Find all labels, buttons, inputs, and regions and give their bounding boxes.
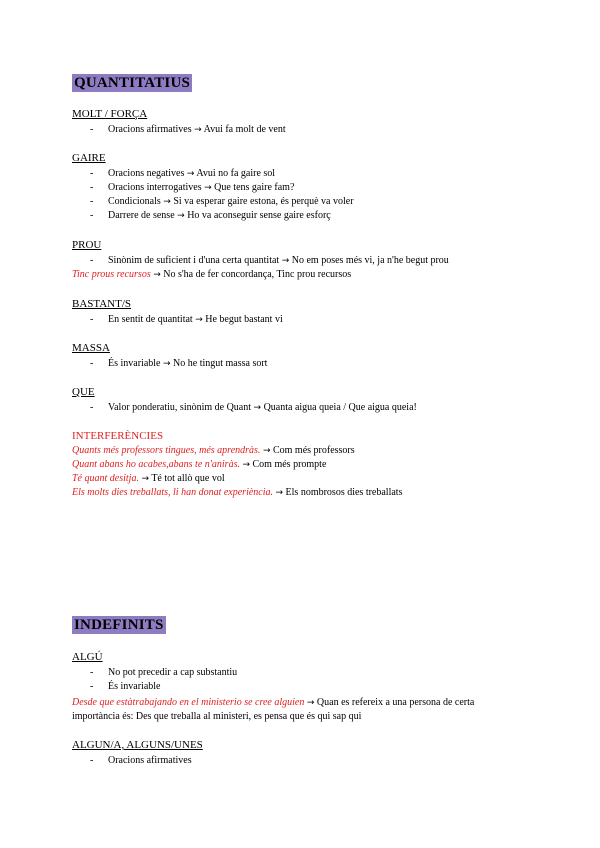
note-line: Tinc prous recursos → No s'ha de fer concordança, Tinc prou recursos	[72, 269, 352, 280]
note-line-continued: importància és: Des que treballa al ministeri, es pensa que és qui sap qui	[72, 711, 362, 722]
arrow-icon: →	[186, 169, 195, 179]
interference-line: Els molts dies treballats, li han donat experiència. → Els nombrosos dies treballats	[72, 487, 403, 498]
arrow-icon: →	[162, 359, 171, 369]
section-title-indefinits: INDEFINITS	[74, 617, 164, 633]
list-item: - Sinònim de suficient i d'una certa quantitat → No em poses més vi, ja n'he begut prou	[90, 255, 449, 266]
heading-interferencies: INTERFERÈNCIES	[72, 430, 164, 442]
arrow-icon: →	[177, 211, 185, 221]
list-item: - Oracions negatives → Avui no fa gaire sol	[90, 168, 276, 179]
arrow-icon: →	[306, 698, 315, 708]
arrow-icon: →	[242, 460, 251, 470]
arrow-icon: →	[275, 488, 284, 498]
arrow-icon: →	[204, 183, 212, 193]
list-item: - Oracions interrogatives → Que tens gaire fam?	[90, 182, 295, 193]
arrow-icon: →	[262, 446, 271, 456]
arrow-icon: →	[253, 403, 262, 413]
arrow-icon: →	[195, 315, 203, 325]
heading-gaire: GAIRE	[72, 152, 106, 164]
heading-molt: MOLT / FORÇA	[72, 108, 148, 120]
heading-algu: ALGÚ	[72, 651, 103, 663]
list-item: - Oracions afirmatives → Avui fa molt de vent	[90, 124, 286, 135]
section-title-quantitatius: QUANTITATIUS	[74, 75, 191, 91]
interference-line: Té quant desitja. → Té tot allò que vol	[72, 473, 225, 484]
arrow-icon: →	[163, 197, 171, 207]
list-item: - En sentit de quantitat → He begut bastant vi	[90, 314, 283, 325]
arrow-icon: →	[141, 474, 149, 484]
list-item: - Darrere de sense → Ho va aconseguir sense gaire esforç	[90, 210, 331, 221]
arrow-icon: →	[281, 256, 290, 266]
list-item: - Condicionals → Si va esperar gaire estona, és perquè va voler	[90, 196, 354, 207]
interference-line: Quants més professors tingues, més aprendràs. → Com més professors	[72, 445, 355, 456]
note-line: Desde que estàtrabajando en el ministerio se cree alguien → Quan es refereix a una persona de certa	[72, 697, 475, 708]
list-item: - No pot precedir a cap substantiu	[90, 667, 238, 678]
heading-bastant: BASTANT/S	[72, 298, 132, 310]
list-item: - Valor ponderatiu, sinònim de Quant → Quanta aigua queia / Que aigua queia!	[90, 402, 417, 413]
list-item: - És invariable	[90, 681, 161, 692]
list-item: - Oracions afirmatives	[90, 755, 192, 766]
heading-algun: ALGUN/A, ALGUNS/UNES	[72, 739, 203, 751]
list-item: - És invariable → No he tingut massa sort	[90, 358, 268, 369]
arrow-icon: →	[194, 125, 202, 135]
heading-que: QUE	[72, 386, 95, 398]
interference-line: Quant abans ho acabes,abans te n'aniràs. → Com més prompte	[72, 459, 327, 470]
heading-prou: PROU	[72, 239, 102, 251]
arrow-icon: →	[153, 270, 161, 280]
heading-massa: MASSA	[72, 342, 110, 354]
